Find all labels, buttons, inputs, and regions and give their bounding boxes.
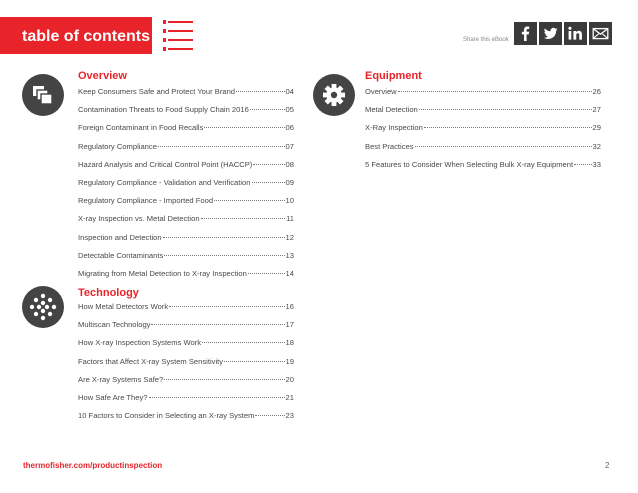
toc-dot-leader — [248, 273, 285, 274]
email-icon — [589, 22, 612, 45]
toc-entry-title: Detectable Contaminants — [78, 250, 164, 260]
header-decoration — [163, 17, 193, 54]
toc-dot-leader — [158, 146, 285, 147]
toc-entry-title: Metal Detection — [365, 105, 418, 115]
twitter-icon — [539, 22, 562, 45]
toc-dot-leader — [250, 109, 285, 110]
toc-entry-page: 17 — [285, 320, 294, 330]
toc-dot-leader — [419, 109, 592, 110]
equipment-toc-list — [365, 87, 601, 178]
toc-entry-page: 27 — [592, 105, 601, 115]
toc-dot-leader — [169, 306, 284, 307]
toc-entry[interactable] — [365, 123, 601, 141]
toc-entry[interactable] — [78, 160, 294, 178]
toc-entry-title: 10 Factors to Consider in Selecting an X-ray System — [78, 411, 255, 421]
toc-dot-leader — [202, 342, 284, 343]
toc-entry-title: Foreign Contaminant in Food Recalls — [78, 123, 204, 133]
equipment-section-title: Equipment — [365, 70, 422, 82]
toc-dot-leader — [201, 218, 286, 219]
layers-icon — [22, 74, 64, 116]
toc-entry[interactable] — [78, 233, 294, 251]
email-share-button[interactable] — [589, 22, 612, 45]
toc-entry-page: 19 — [285, 356, 294, 366]
toc-entry[interactable] — [78, 105, 294, 123]
toc-dot-leader — [204, 127, 284, 128]
overview-toc-list — [78, 87, 294, 287]
toc-dot-leader — [415, 146, 592, 147]
toc-entry[interactable] — [78, 302, 294, 320]
share-label: Share this eBook — [463, 37, 509, 43]
toc-dot-leader — [398, 91, 592, 92]
footer-url[interactable]: thermofisher.com/productinspection — [23, 461, 163, 470]
toc-dot-leader — [574, 164, 591, 165]
toc-entry[interactable] — [365, 160, 601, 178]
toc-entry-page: 04 — [285, 87, 294, 96]
toc-entry-page: 07 — [285, 141, 294, 151]
toc-entry[interactable] — [78, 87, 294, 105]
toc-entry-title: X-ray Inspection vs. Metal Detection — [78, 214, 200, 224]
toc-entry-title: Keep Consumers Safe and Protect Your Brand — [78, 87, 236, 96]
toc-entry-title: Regulatory Compliance — [78, 141, 157, 151]
equipment-section-icon — [313, 74, 355, 116]
toc-entry[interactable] — [78, 178, 294, 196]
facebook-share-button[interactable] — [514, 22, 537, 45]
toc-entry[interactable] — [78, 269, 294, 287]
toc-entry[interactable] — [365, 87, 601, 105]
toc-entry[interactable] — [78, 393, 294, 411]
toc-entry-title: X-Ray Inspection — [365, 123, 423, 133]
toc-entry-title: Are X-ray Systems Safe? — [78, 374, 164, 384]
toc-entry-page: 29 — [592, 123, 601, 133]
toc-entry-title: Hazard Analysis and Critical Control Point (HACCP) — [78, 159, 253, 169]
toc-entry-page: 13 — [285, 250, 294, 260]
toc-entry-page: 33 — [592, 159, 601, 169]
overview-section-title: Overview — [78, 70, 127, 82]
toc-entry-title: Migrating from Metal Detection to X-ray Inspection — [78, 268, 247, 278]
gear-icon — [313, 74, 355, 116]
toc-entry[interactable] — [365, 142, 601, 160]
toc-entry[interactable] — [78, 411, 294, 429]
toc-entry-page: 08 — [285, 159, 294, 169]
toc-dot-leader — [164, 255, 284, 256]
toc-entry-title: Multiscan Technology — [78, 320, 151, 330]
toc-entry-page: 16 — [285, 302, 294, 311]
twitter-share-button[interactable] — [539, 22, 562, 45]
technology-section-title: Technology — [78, 287, 139, 299]
toc-dot-leader — [151, 324, 284, 325]
toc-dot-leader — [164, 379, 284, 380]
toc-entry-page: 06 — [285, 123, 294, 133]
toc-entry-title: How Metal Detectors Work — [78, 302, 169, 311]
toc-entry-page: 20 — [285, 374, 294, 384]
toc-dot-leader — [255, 415, 284, 416]
toc-entry-page: 11 — [286, 214, 294, 224]
toc-dot-leader — [224, 361, 285, 362]
toc-dot-leader — [253, 164, 284, 165]
toc-entry-page: 14 — [285, 268, 294, 278]
toc-entry[interactable] — [78, 320, 294, 338]
toc-entry-page: 12 — [285, 232, 294, 242]
toc-entry-title: Best Practices — [365, 141, 414, 151]
toc-entry-page: 26 — [592, 87, 601, 96]
technology-toc-list — [78, 302, 294, 429]
toc-entry[interactable] — [78, 196, 294, 214]
toc-entry[interactable] — [78, 142, 294, 160]
toc-entry-title: Overview — [365, 87, 397, 96]
page-number: 2 — [605, 461, 610, 470]
toc-dot-leader — [252, 182, 285, 183]
toc-entry-title: Regulatory Compliance - Imported Food — [78, 196, 214, 206]
toc-dot-leader — [163, 237, 285, 238]
grid-dots-icon — [22, 286, 64, 328]
toc-entry-page: 05 — [285, 105, 294, 115]
linkedin-icon — [564, 22, 587, 45]
linkedin-share-button[interactable] — [564, 22, 587, 45]
toc-entry[interactable] — [78, 338, 294, 356]
toc-dot-leader — [236, 91, 285, 92]
toc-entry-title: Contamination Threats to Food Supply Chain 2016 — [78, 105, 249, 115]
toc-entry[interactable] — [365, 105, 601, 123]
overview-section-icon — [22, 74, 64, 116]
toc-entry-title: Regulatory Compliance - Validation and Verification — [78, 177, 251, 187]
toc-entry-page: 23 — [285, 411, 294, 421]
toc-dot-leader — [149, 397, 285, 398]
toc-entry[interactable] — [78, 251, 294, 269]
toc-entry[interactable] — [78, 123, 294, 141]
technology-section-icon — [22, 286, 64, 328]
toc-entry-page: 18 — [285, 338, 294, 348]
toc-entry-page: 09 — [285, 177, 294, 187]
toc-entry[interactable] — [78, 357, 294, 375]
toc-entry[interactable] — [78, 214, 294, 232]
toc-entry-title: Inspection and Detection — [78, 232, 162, 242]
facebook-icon — [514, 22, 537, 45]
toc-dot-leader — [214, 200, 284, 201]
toc-entry-page: 21 — [285, 392, 294, 402]
toc-entry[interactable] — [78, 375, 294, 393]
toc-entry-title: How X-ray Inspection Systems Work — [78, 338, 202, 348]
toc-entry-page: 10 — [285, 196, 294, 206]
toc-entry-title: 5 Features to Consider When Selecting Bulk X-ray Equipment — [365, 159, 574, 169]
toc-entry-page: 32 — [592, 141, 601, 151]
toc-dot-leader — [424, 127, 592, 128]
toc-entry-title: How Safe Are They? — [78, 392, 148, 402]
page-title: table of contents — [22, 28, 151, 45]
toc-entry-title: Factors that Affect X-ray System Sensitivity — [78, 356, 224, 366]
